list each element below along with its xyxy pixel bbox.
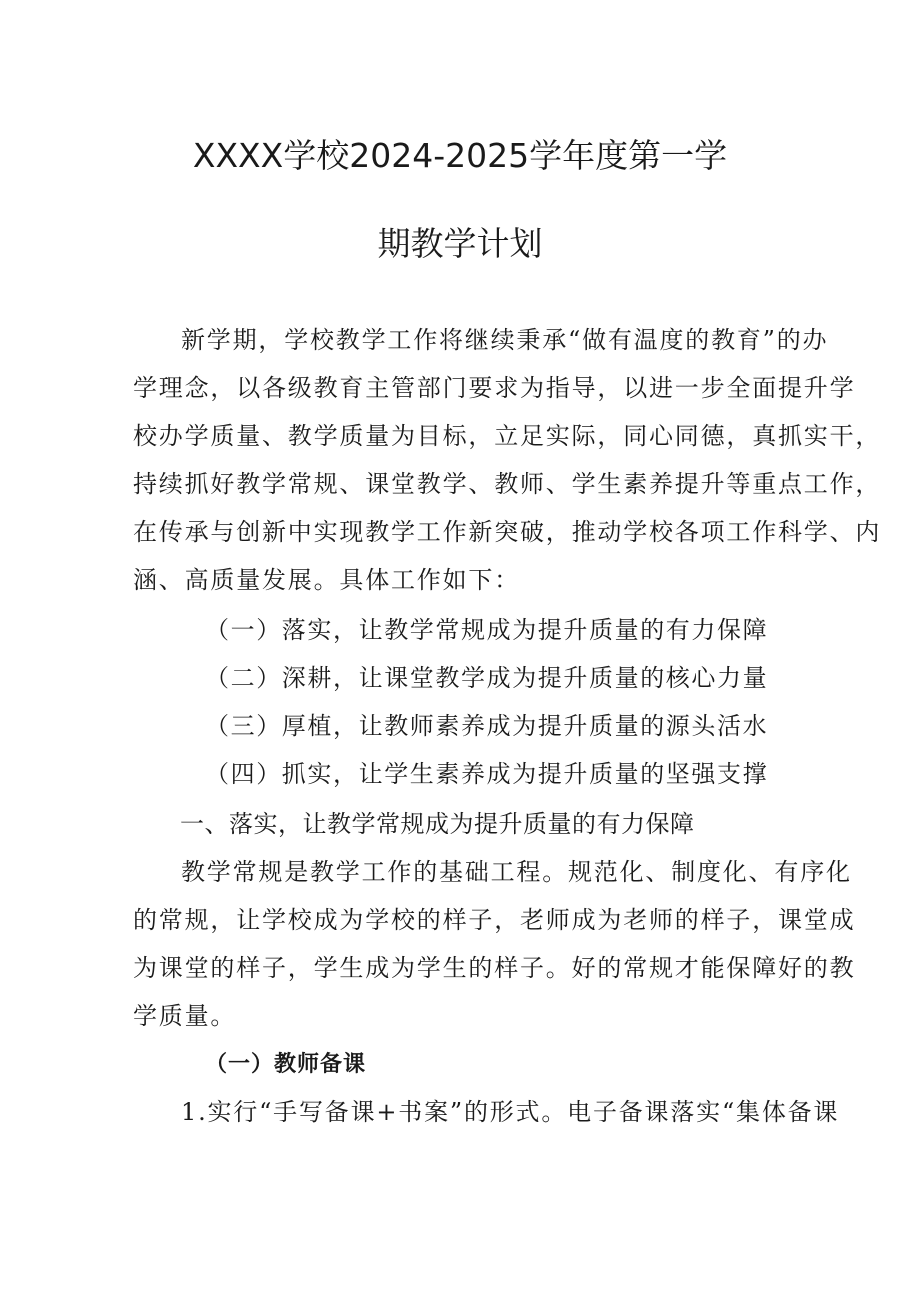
section-1-body-line: 的常规，让学校成为学校的样子，老师成为老师的样子，课堂成 xyxy=(133,906,856,934)
intro-line: 涵、高质量发展。具体工作如下： xyxy=(133,566,520,594)
intro-line: 新学期，学校教学工作将继续秉承“做有温度的教育”的办 xyxy=(181,326,829,354)
outline-item: （四）抓实，让学生素养成为提升质量的坚强支撑 xyxy=(205,760,769,788)
outline-item: （一）落实，让教学常规成为提升质量的有力保障 xyxy=(205,616,769,644)
section-1-body-line: 学质量。 xyxy=(133,1002,237,1030)
outline-item: （二）深耕，让课堂教学成为提升质量的核心力量 xyxy=(205,664,769,692)
subsection-1-heading: （一）教师备课 xyxy=(205,1051,367,1077)
intro-line: 在传承与创新中实现教学工作新突破，推动学校各项工作科学、内 xyxy=(133,518,882,546)
document-title-line-1: XXXX学校2024-2025学年度第一学 xyxy=(192,136,728,175)
item-1-line: 1.实行“手写备课+书案”的形式。电子备课落实“集体备课 xyxy=(181,1098,840,1126)
section-1-heading: 一、落实，让教学常规成为提升质量的有力保障 xyxy=(180,810,695,838)
section-1-body-line: 教学常规是教学工作的基础工程。规范化、制度化、有序化 xyxy=(181,858,852,886)
document-title-line-2: 期教学计划 xyxy=(377,224,543,263)
intro-line: 校办学质量、教学质量为目标，立足实际，同心同德，真抓实干， xyxy=(133,422,882,450)
intro-line: 持续抓好教学常规、课堂教学、教师、学生素养提升等重点工作， xyxy=(133,470,882,498)
outline-item: （三）厚植，让教师素养成为提升质量的源头活水 xyxy=(205,712,769,740)
section-1-body-line: 为课堂的样子，学生成为学生的样子。好的常规才能保障好的教 xyxy=(133,954,856,982)
intro-line: 学理念，以各级教育主管部门要求为指导，以进一步全面提升学 xyxy=(133,374,856,402)
